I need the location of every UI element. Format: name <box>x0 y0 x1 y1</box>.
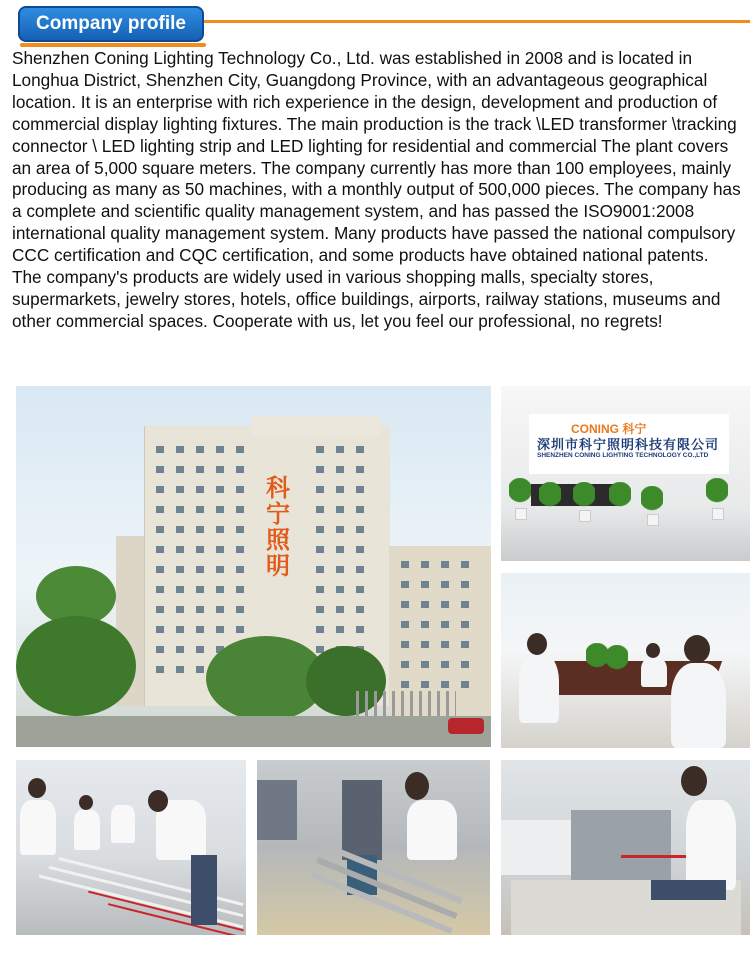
building-window <box>236 466 244 473</box>
building-window <box>196 666 204 673</box>
building-window <box>441 621 449 628</box>
building-window <box>316 566 324 573</box>
building-window <box>196 626 204 633</box>
building-window <box>316 586 324 593</box>
building-window <box>236 526 244 533</box>
building-window <box>316 446 324 453</box>
office-reception-photo <box>501 386 750 561</box>
building-window <box>441 681 449 688</box>
building-window <box>336 486 344 493</box>
building-window <box>196 466 204 473</box>
building-window <box>421 621 429 628</box>
building-window <box>196 586 204 593</box>
building-window <box>356 566 364 573</box>
company-name-chinese: 深圳市科宁照明科技有限公司 <box>537 438 720 453</box>
building-window <box>156 566 164 573</box>
building-window <box>336 606 344 613</box>
building-window <box>336 506 344 513</box>
building-window <box>441 601 449 608</box>
building-window <box>356 586 364 593</box>
building-window <box>461 621 469 628</box>
building-window <box>336 586 344 593</box>
building-window <box>316 466 324 473</box>
building-window <box>461 581 469 588</box>
building-window <box>316 526 324 533</box>
building-window <box>316 486 324 493</box>
building-window <box>176 466 184 473</box>
building-window <box>216 546 224 553</box>
building-window <box>441 581 449 588</box>
building-window <box>236 606 244 613</box>
building-window <box>176 666 184 673</box>
building-window <box>216 466 224 473</box>
building-window <box>421 581 429 588</box>
building-window <box>156 466 164 473</box>
building-window <box>176 546 184 553</box>
building-window <box>336 526 344 533</box>
building-window <box>176 606 184 613</box>
building-window <box>236 566 244 573</box>
building-window <box>156 646 164 653</box>
building-window <box>401 661 409 668</box>
company-name-english: SHENZHEN CONING LIGHTING TECHNOLOGY CO.,LTD <box>537 452 709 459</box>
building-window <box>156 506 164 513</box>
building-window <box>156 626 164 633</box>
building-sign-char: 照 <box>266 526 290 554</box>
building-sign-char: 明 <box>266 552 290 580</box>
building-window <box>401 601 409 608</box>
building-window <box>236 506 244 513</box>
building-window <box>356 526 364 533</box>
building-window <box>216 626 224 633</box>
building-window <box>401 561 409 568</box>
building-window <box>236 446 244 453</box>
building-window <box>356 626 364 633</box>
building-window <box>156 486 164 493</box>
building-window <box>316 506 324 513</box>
building-window <box>176 446 184 453</box>
building-window <box>401 621 409 628</box>
building-window <box>356 606 364 613</box>
title-underline <box>20 43 206 47</box>
building-window <box>156 666 164 673</box>
building-sign-char: 科 <box>266 474 290 502</box>
building-window <box>156 546 164 553</box>
building-window <box>356 546 364 553</box>
building-window <box>176 626 184 633</box>
building-window <box>176 506 184 513</box>
building-window <box>196 446 204 453</box>
company-description: Shenzhen Coning Lighting Technology Co., Ltd. was established in 2008 and is located in Longhua District, Shenzhen City, Guangdong Province, with an advantageous geographical location. It is an enterprise with rich experience in the design, development and production of commercial display lighting fixtures. The main production is the track \LED transformer \tracking connector \ LED lighting strip and LED lighting for residential and commercial The plant covers an area of 5,000 square meters. The company currently has more than 100 employees, mainly producing as many as 50 machines, with a monthly output of 500,000 pieces. The company has a complete and scientific quality management system, and has passed the ISO9001:2008 international quality management system. Many products have passed the national compulsory CCC certification and CQC certification, and some products have obtained national patents. The company's products are widely used in various shopping malls, specialty stores, supermarkets, jewelry stores, hotels, office buildings, airports, railway stations, museums and other commercial spaces. Cooperate with us, let you feel our professional, no regrets! <box>12 48 741 331</box>
building-window <box>196 506 204 513</box>
building-window <box>196 566 204 573</box>
building-window <box>196 606 204 613</box>
meeting-room-photo <box>501 573 750 748</box>
building-window <box>216 566 224 573</box>
building-window <box>336 566 344 573</box>
building-window <box>156 446 164 453</box>
drilling-workshop-photo <box>257 760 490 935</box>
building-window <box>336 626 344 633</box>
building-window <box>176 566 184 573</box>
building-window <box>156 526 164 533</box>
building-window <box>401 581 409 588</box>
building-window <box>196 486 204 493</box>
building-window <box>441 641 449 648</box>
building-window <box>176 526 184 533</box>
section-title-tab <box>18 6 204 42</box>
building-window <box>236 586 244 593</box>
building-window <box>176 586 184 593</box>
building-window <box>336 446 344 453</box>
header-divider-line <box>200 20 750 23</box>
company-logo: CONING 科宁 <box>571 422 647 436</box>
building-window <box>236 486 244 493</box>
building-window <box>216 506 224 513</box>
building-window <box>216 486 224 493</box>
building-sign-char: 宁 <box>266 500 290 528</box>
building-window <box>196 646 204 653</box>
building-window <box>421 661 429 668</box>
section-title: Company profile <box>36 13 186 34</box>
building-window <box>176 486 184 493</box>
building-window <box>316 626 324 633</box>
building-window <box>401 681 409 688</box>
building-window <box>216 606 224 613</box>
building-window <box>461 601 469 608</box>
building-window <box>216 446 224 453</box>
building-window <box>316 606 324 613</box>
building-window <box>216 586 224 593</box>
wire-cutting-photo <box>501 760 750 935</box>
building-window <box>156 606 164 613</box>
building-window <box>461 641 469 648</box>
building-window <box>176 646 184 653</box>
building-window <box>156 586 164 593</box>
assembly-line-photo <box>16 760 246 935</box>
building-window <box>421 681 429 688</box>
building-window <box>441 661 449 668</box>
building-window <box>421 601 429 608</box>
building-window <box>196 546 204 553</box>
building-window <box>421 641 429 648</box>
building-window <box>356 506 364 513</box>
building-window <box>336 546 344 553</box>
building-window <box>236 546 244 553</box>
building-window <box>461 681 469 688</box>
building-window <box>441 561 449 568</box>
building-window <box>401 641 409 648</box>
building-window <box>356 466 364 473</box>
building-window <box>356 446 364 453</box>
building-window <box>336 466 344 473</box>
building-window <box>461 661 469 668</box>
building-window <box>196 526 204 533</box>
building-window <box>421 561 429 568</box>
building-window <box>236 626 244 633</box>
building-window <box>216 526 224 533</box>
building-window <box>356 486 364 493</box>
building-window <box>316 546 324 553</box>
building-window <box>461 561 469 568</box>
factory-building-photo <box>16 386 491 747</box>
